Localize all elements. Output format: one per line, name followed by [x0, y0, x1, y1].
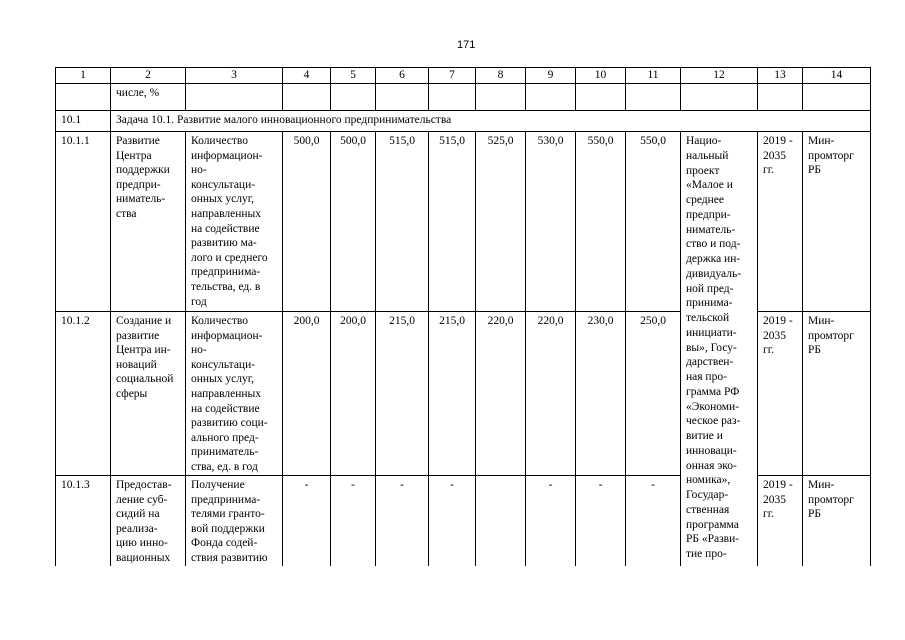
cell-line: консультаци-	[191, 178, 256, 191]
activity-code-cell: 10.1.3	[56, 476, 111, 566]
cell-line: развитию соци-	[191, 417, 268, 430]
cell-line: направленных	[191, 207, 262, 220]
cell-line: тельской	[686, 312, 730, 324]
cell-line: Мин-	[808, 135, 835, 147]
cell-line: приниматель-	[191, 446, 259, 459]
cell-line: программа	[686, 518, 739, 531]
indicator-cell	[186, 132, 283, 312]
empty-cell	[758, 84, 803, 111]
cell-line: вационных	[116, 551, 171, 564]
cell-line: Создание и	[116, 315, 172, 327]
value-cell: 550,0	[626, 132, 681, 312]
column-header-12: 12	[681, 68, 758, 84]
empty-cell	[283, 84, 331, 111]
value-cell: 200,0	[331, 312, 376, 476]
cell-line: предпри-	[116, 178, 161, 191]
cell-line: Государ-	[686, 489, 729, 501]
cell-line: промторг	[808, 329, 854, 342]
cell-line: Нацио-	[686, 135, 722, 147]
empty-cell	[803, 84, 871, 111]
cell-line: держка ин-	[686, 253, 741, 265]
cell-line: на содействие	[191, 222, 260, 235]
value-cell: 515,0	[376, 132, 429, 312]
value-cell: 215,0	[376, 312, 429, 476]
cell-line: 2019 -	[763, 135, 793, 147]
cell-line: Центра	[116, 149, 152, 162]
cell-line: цию инно-	[116, 537, 168, 550]
cell-line: нальный	[686, 149, 729, 162]
cell-line: развитию ма-	[191, 237, 257, 250]
value-cell: 215,0	[429, 312, 476, 476]
cell-line: 2019 -	[763, 479, 793, 491]
cell-line: 2035	[763, 329, 786, 342]
cell-line: дарствен-	[686, 356, 734, 369]
empty-cell	[576, 84, 626, 111]
cell-line: Получение	[191, 479, 245, 491]
cell-line: информацион-	[191, 329, 263, 342]
cell-line: сидий на	[116, 508, 160, 521]
period-cell	[758, 312, 803, 476]
value-cell: 200,0	[283, 312, 331, 476]
cell-line: ства, ед. в год	[191, 460, 258, 473]
cell-line: гг.	[763, 164, 775, 177]
task-title-cell: Задача 10.1. Развитие малого инновационного предпринимательства	[111, 111, 871, 132]
cell-line: принима-	[686, 297, 733, 310]
cell-line: тие про-	[686, 548, 727, 560]
source-cell	[681, 132, 758, 566]
column-header-5: 5	[331, 68, 376, 84]
cell-line: числе, %	[116, 87, 160, 99]
cell-line: вы», Госу-	[686, 341, 737, 354]
value-cell: -	[626, 476, 681, 566]
empty-cell	[56, 84, 111, 111]
cell-line: Количество	[191, 315, 248, 327]
value-cell: 230,0	[576, 312, 626, 476]
value-cell: 530,0	[526, 132, 576, 312]
cell-line: инноваци-	[686, 444, 737, 457]
period-cell	[758, 132, 803, 312]
value-cell	[476, 476, 526, 566]
column-header-9: 9	[526, 68, 576, 84]
column-header-3: 3	[186, 68, 283, 84]
cell-line: онных услуг,	[191, 193, 255, 206]
cell-line: инициати-	[686, 326, 737, 339]
indicator-cell	[186, 312, 283, 476]
cell-line: РБ «Разви-	[686, 533, 740, 546]
cell-line: ление суб-	[116, 493, 168, 506]
cell-line: Мин-	[808, 315, 835, 327]
value-cell: -	[331, 476, 376, 566]
column-header-7: 7	[429, 68, 476, 84]
cell-line: промторг	[808, 149, 854, 162]
cell-line: ной пред-	[686, 282, 734, 295]
continued-indicator-cell	[111, 84, 186, 111]
column-header-2: 2	[111, 68, 186, 84]
cell-line: ческое раз-	[686, 415, 741, 428]
column-header-6: 6	[376, 68, 429, 84]
value-cell: -	[283, 476, 331, 566]
cell-line: год	[191, 295, 207, 308]
empty-cell	[626, 84, 681, 111]
value-cell: -	[429, 476, 476, 566]
empty-cell	[681, 84, 758, 111]
empty-cell	[526, 84, 576, 111]
cell-line: РБ	[808, 164, 821, 177]
cell-line: тельства, ед. в	[191, 280, 261, 293]
executor-cell	[803, 132, 871, 312]
cell-line: Развитие	[116, 135, 160, 147]
empty-cell	[331, 84, 376, 111]
value-cell: 500,0	[283, 132, 331, 312]
value-cell: 250,0	[626, 312, 681, 476]
cell-line: 2035	[763, 493, 786, 506]
cell-line: новаций	[116, 358, 157, 371]
cell-line: социальной	[116, 373, 174, 386]
cell-line: гг.	[763, 508, 775, 521]
cell-line: гг.	[763, 344, 775, 357]
cell-line: Фонда содей-	[191, 537, 258, 550]
cell-line: проект	[686, 164, 720, 177]
cell-line: поддержки	[116, 164, 170, 177]
cell-line: РБ	[808, 508, 821, 521]
cell-line: витие и	[686, 430, 723, 442]
executor-cell	[803, 476, 871, 566]
cell-line: ства	[116, 207, 137, 220]
cell-line: онных услуг,	[191, 373, 255, 386]
cell-line: предпринима-	[191, 493, 261, 506]
value-cell: 515,0	[429, 132, 476, 312]
value-cell: -	[526, 476, 576, 566]
value-cell: 220,0	[476, 312, 526, 476]
cell-line: «Экономи-	[686, 400, 740, 413]
cell-line: телями гранто-	[191, 508, 265, 521]
cell-line: но-	[191, 344, 207, 357]
cell-line: ство и под-	[686, 238, 741, 251]
value-cell: 550,0	[576, 132, 626, 312]
cell-line: РБ	[808, 344, 821, 357]
column-header-4: 4	[283, 68, 331, 84]
value-cell: -	[576, 476, 626, 566]
cell-line: вой поддержки	[191, 522, 265, 535]
task-code-cell: 10.1	[56, 111, 111, 132]
empty-cell	[376, 84, 429, 111]
cell-line: ная про-	[686, 371, 727, 383]
value-cell: -	[376, 476, 429, 566]
cell-line: ствия развитию	[191, 551, 268, 564]
cell-line: грамма РФ	[686, 385, 740, 398]
cell-line: промторг	[808, 493, 854, 506]
column-header-14: 14	[803, 68, 871, 84]
cell-line: на содействие	[191, 402, 260, 415]
value-cell: 500,0	[331, 132, 376, 312]
cell-line: 2019 -	[763, 315, 793, 327]
cell-line: ственная	[686, 503, 730, 516]
empty-cell	[429, 84, 476, 111]
cell-line: ниматель-	[686, 223, 736, 236]
cell-line: 2035	[763, 149, 786, 162]
cell-line: Количество	[191, 135, 248, 147]
empty-cell	[186, 84, 283, 111]
period-cell	[758, 476, 803, 566]
cell-line: но-	[191, 164, 207, 177]
cell-line: Предостав-	[116, 479, 172, 491]
activity-name-cell	[111, 132, 186, 312]
value-cell: 525,0	[476, 132, 526, 312]
cell-line: консультаци-	[191, 358, 256, 371]
page-number: 171	[457, 39, 476, 51]
column-header-1: 1	[56, 68, 111, 84]
cell-line: реализа-	[116, 522, 158, 535]
cell-line: предпринима-	[191, 266, 261, 279]
activity-name-cell	[111, 476, 186, 566]
cell-line: среднее	[686, 194, 725, 206]
empty-cell	[476, 84, 526, 111]
cell-line: ального пред-	[191, 431, 259, 444]
column-header-8: 8	[476, 68, 526, 84]
cell-line: информацион-	[191, 149, 263, 162]
column-header-11: 11	[626, 68, 681, 84]
cell-line: сферы	[116, 387, 148, 400]
cell-line: Мин-	[808, 479, 835, 491]
cell-line: ниматель-	[116, 193, 166, 206]
cell-line: направленных	[191, 387, 262, 400]
activity-code-cell: 10.1.1	[56, 132, 111, 312]
cell-line: развитие	[116, 329, 160, 342]
document-table	[55, 67, 871, 566]
cell-line: лого и среднего	[191, 251, 268, 264]
column-header-10: 10	[576, 68, 626, 84]
cell-line: дивидуаль-	[686, 267, 742, 280]
activity-code-cell: 10.1.2	[56, 312, 111, 476]
activity-name-cell	[111, 312, 186, 476]
cell-line: номика»,	[686, 474, 731, 487]
cell-line: предпри-	[686, 208, 731, 221]
indicator-cell	[186, 476, 283, 566]
cell-line: «Малое и	[686, 179, 733, 192]
column-header-13: 13	[758, 68, 803, 84]
executor-cell	[803, 312, 871, 476]
cell-line: Центра ин-	[116, 344, 171, 357]
value-cell: 220,0	[526, 312, 576, 476]
cell-line: онная эко-	[686, 459, 737, 472]
